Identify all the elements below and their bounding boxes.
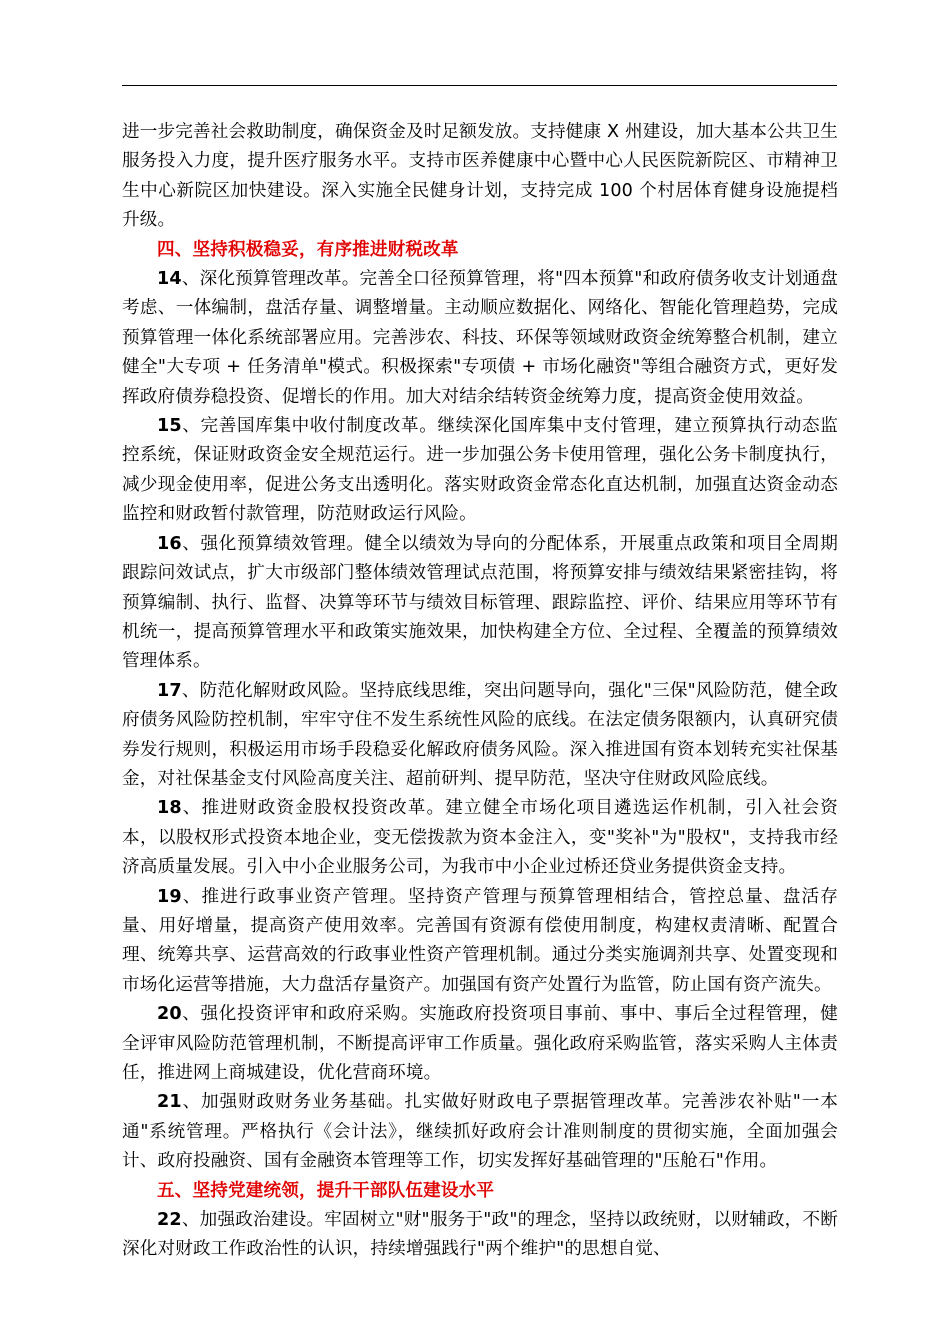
item-number: 20 [157, 1004, 182, 1025]
paragraph-14: 14、深化预算管理改革。完善全口径预算管理，将"四本预算"和政府债务收支计划通盘考虑、一体编制，盘活存量、调整增量。主动顺应数据化、网络化、智能化管理趋势，完成预算管理一体化系统部署应用。完善涉农、科技、环保等领域财政资金统筹整合机制，建立健全"大专项 + 任务清单"模式。积极探索"专项债 + 市场化融资"等组合融资方式，更好发挥政府债券稳投资、促增长的作用。加大对结余结转资金统筹力度，提高资金使用效益。 [122, 269, 838, 407]
header-rule [122, 85, 837, 86]
item-number: 17 [157, 680, 182, 701]
item-number: 16 [157, 533, 182, 554]
section-heading: 四、坚持积极稳妥，有序推进财税改革 [157, 239, 459, 260]
paragraph-18: 18、推进财政资金股权投资改革。建立健全市场化项目遴选运作机制，引入社会资本，以股权形式投资本地企业，变无偿拨款为资本金注入，变"奖补"为"股权"，支持我市经济高质量发展。引入中小企业服务公司，为我市中小企业过桥还贷业务提供资金支持。 [122, 798, 838, 878]
section-heading: 五、坚持党建统领，提升干部队伍建设水平 [157, 1180, 495, 1201]
paragraph-22: 22、加强政治建设。牢固树立"财"服务于"政"的理念，坚持以政统财，以财辅政，不断深化对财政工作政治性的认识，持续增强践行"两个维护"的思想自觉、 [122, 1210, 838, 1260]
paragraph-19: 19、推进行政事业资产管理。坚持资产管理与预算管理相结合，管控总量、盘活存量、用好增量，提高资产使用效率。完善国有资源有偿使用制度，构建权责清晰、配置合理、统筹共享、运营高效的行政事业性资产管理机制。通过分类实施调剂共享、处置变现和市场化运营等措施，大力盘活存量资产。加强国有资产处置行为监管，防止国有资产流失。 [122, 886, 838, 995]
paragraph-intro: 进一步完善社会救助制度，确保资金及时足额发放。支持健康 X 州建设，加大基本公共卫生服务投入力度，提升医疗服务水平。支持市医养健康中心暨中心人民医院新院区、市精神卫生中心新院区加快建设。深入实施全民健身计划，支持完成 100 个村居体育健身设施提档升级。 [122, 122, 838, 231]
paragraph-21: 21、加强财政财务业务基础。扎实做好财政电子票据管理改革。完善涉农补贴"一本通"系统管理。严格执行《会计法》，继续抓好政府会计准则制度的贯彻实施，全面加强会计、政府投融资、国有金融资本管理等工作，切实发挥好基础管理的"压舱石"作用。 [122, 1092, 838, 1172]
item-number: 18 [157, 798, 182, 819]
document-body [122, 118, 838, 1265]
item-number: 22 [157, 1210, 182, 1231]
item-number: 21 [157, 1092, 182, 1113]
paragraph-20: 20、强化投资评审和政府采购。实施政府投资项目事前、事中、事后全过程管理，健全评审风险防范管理机制，不断提高评审工作质量。强化政府采购监管，落实采购人主体责任，推进网上商城建设，优化营商环境。 [122, 1004, 838, 1083]
paragraph-15: 15、完善国库集中收付制度改革。继续深化国库集中支付管理，建立预算执行动态监控系统，保证财政资金安全规范运行。进一步加强公务卡使用管理，强化公务卡制度执行，减少现金使用率，促进公务支出透明化。落实财政资金常态化直达机制，加强直达资金动态监控和财政暂付款管理，防范财政运行风险。 [122, 416, 838, 525]
item-number: 14 [157, 269, 182, 290]
paragraph-17: 17、防范化解财政风险。坚持底线思维，突出问题导向，强化"三保"风险防范，健全政府债务风险防控机制，牢牢守住不发生系统性风险的底线。在法定债务限额内，认真研究债券发行规则，积极运用市场手段稳妥化解政府债务风险。深入推进国有资本划转充实社保基金，对社保基金支付风险高度关注、超前研判、提早防范，坚决守住财政风险底线。 [122, 680, 838, 789]
item-number: 15 [157, 416, 182, 437]
paragraph-16: 16、强化预算绩效管理。健全以绩效为导向的分配体系，开展重点政策和项目全周期跟踪问效试点，扩大市级部门整体绩效管理试点范围，将预算安排与绩效结果紧密挂钩，将预算编制、执行、监督、决算等环节与绩效目标管理、跟踪监控、评价、结果应用等环节有机统一，提高预算管理水平和政策实施效果，加快构建全方位、全过程、全覆盖的预算绩效管理体系。 [122, 533, 838, 672]
item-number: 19 [157, 886, 182, 907]
